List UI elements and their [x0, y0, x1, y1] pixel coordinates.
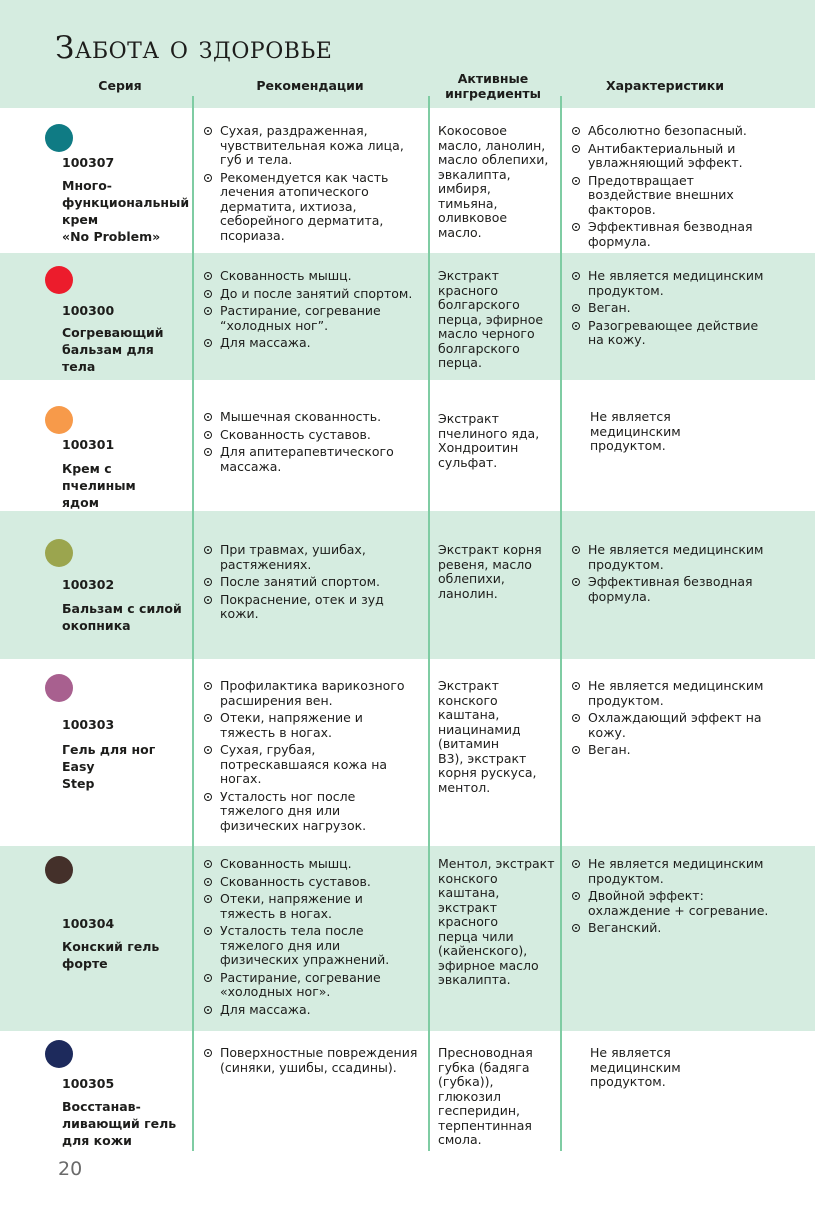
list-item [204, 711, 418, 740]
list-item-text: Поверхностные повреждения (синяки, ушибы, ссадины). [220, 1045, 418, 1075]
list-item-text: Антибактериальный и увлажняющий эффект. [588, 140, 743, 170]
bullet-icon [572, 860, 580, 868]
column-divider [192, 96, 194, 1151]
bullet-icon [204, 272, 212, 280]
bullet-icon [204, 682, 212, 690]
product-color-dot [45, 124, 73, 152]
list-item-text: Скованность мышц. [220, 268, 352, 283]
bullet-icon [204, 307, 212, 315]
bullet-icon [572, 272, 580, 280]
list-item [572, 743, 772, 758]
product-color-dot [45, 1040, 73, 1068]
list-item-text: Рекомендуется как часть лечения атопического дерматита, ихтиоза, себорейного дерматита, псориаза. [220, 169, 389, 243]
product-color-dot [45, 266, 73, 294]
list-item [204, 924, 418, 968]
list-item-text: Эффективная безводная формула. [588, 219, 753, 249]
product-name: Много- функциональный крем «No Problem» [62, 178, 190, 244]
list-item-text: Для массажа. [220, 1001, 311, 1017]
recommendations-list [204, 410, 418, 477]
bullet-icon [204, 1006, 212, 1014]
list-item-text: Веган. [588, 300, 631, 315]
product-code: 100300 [62, 303, 115, 318]
bullet-icon [204, 974, 212, 982]
column-header-series: Серия [98, 78, 142, 93]
list-item [572, 269, 772, 298]
list-item-text: Растирание, согревание «холодных ног». [220, 969, 381, 999]
list-item [204, 1003, 418, 1018]
list-item-text: Скованность суставов. [220, 873, 371, 889]
bullet-icon [204, 448, 212, 456]
bullet-icon [204, 431, 212, 439]
list-item [572, 124, 772, 139]
bullet-icon [204, 339, 212, 347]
recommendations-list [204, 1046, 418, 1078]
list-item [572, 921, 772, 936]
product-code: 100304 [62, 916, 115, 931]
bullet-icon [204, 290, 212, 298]
recommendations-list [204, 124, 418, 246]
list-item [204, 304, 418, 333]
list-item [572, 711, 772, 740]
list-item [204, 790, 418, 834]
list-item [204, 892, 418, 921]
ingredients-text: Ментол, экстракт конского каштана, экстракт красного перца чили (кайенского), эфирное масло эвкалипта. [438, 856, 555, 987]
bullet-icon [572, 223, 580, 231]
bullet-icon [204, 127, 212, 135]
list-item [204, 410, 418, 425]
list-item [572, 142, 772, 171]
characteristics-list [572, 679, 772, 761]
list-item [572, 301, 772, 316]
list-item-text: Скованность мышц. [220, 856, 352, 871]
list-item [204, 593, 418, 622]
list-item-text: Скованность суставов. [220, 426, 371, 442]
characteristics-list [572, 124, 772, 252]
list-item [204, 543, 418, 572]
bullet-icon [572, 892, 580, 900]
list-item [204, 428, 418, 443]
list-item [204, 124, 418, 168]
recommendations-list [204, 679, 418, 836]
list-item-text: До и после занятий спортом. [220, 285, 413, 301]
column-header-ingredients: Активные ингредиенты [445, 71, 541, 101]
list-item-text: Не является медицинским продуктом. [588, 856, 764, 886]
list-item [204, 269, 418, 284]
list-item-text: Двойной эффект: охлаждение + согревание. [588, 888, 769, 918]
list-item-text: Усталость тела после тяжелого дня или физических упражнений. [220, 923, 390, 967]
list-item-text: Сухая, раздраженная, чувствительная кожа лица, губ и тела. [220, 123, 404, 167]
product-code: 100307 [62, 155, 115, 170]
list-item [572, 319, 772, 348]
product-code: 100303 [62, 717, 115, 732]
ingredients-text: Экстракт красного болгарского перца, эфирное масло черного болгарского перца. [438, 268, 544, 370]
product-color-dot [45, 406, 73, 434]
bullet-icon [204, 413, 212, 421]
product-name: Конский гель форте [62, 939, 160, 971]
list-item [204, 679, 418, 708]
bullet-icon [204, 1049, 212, 1057]
list-item-text: Мышечная скованность. [220, 409, 382, 424]
product-code: 100305 [62, 1076, 115, 1091]
list-item-text: Предотвращает воздействие внешних факторов. [588, 172, 734, 217]
list-item-text: Для апитерапевтического массажа. [220, 444, 394, 474]
page-title: Забота о здоровье [55, 30, 333, 66]
bullet-icon [204, 793, 212, 801]
list-item [204, 287, 418, 302]
bullet-icon [204, 546, 212, 554]
product-code: 100302 [62, 577, 115, 592]
bullet-icon [572, 177, 580, 185]
product-name: Бальзам с силой окопника [62, 601, 182, 633]
list-item-text: Разогревающее действие на кожу. [588, 317, 759, 347]
column-divider [428, 96, 430, 1151]
list-item-text: Не является медицинским продуктом. [588, 268, 764, 298]
characteristics-list [572, 857, 772, 939]
bullet-icon [204, 596, 212, 604]
list-item-text: Не является медицинским продуктом. [588, 678, 764, 708]
list-item-text: Для массажа. [220, 335, 311, 350]
list-item-text: Веган. [588, 742, 631, 757]
bullet-icon [572, 924, 580, 932]
product-name: Согревающий бальзам для тела [62, 325, 164, 374]
list-item [572, 857, 772, 886]
list-item-text: Покраснение, отек и зуд кожи. [220, 591, 384, 621]
characteristics-text: Не является медицинским продуктом. [590, 409, 681, 453]
bullet-icon [572, 546, 580, 554]
list-item [204, 575, 418, 590]
list-item-text: Усталость ног после тяжелого дня или физических нагрузок. [220, 788, 367, 833]
bullet-icon [572, 578, 580, 586]
list-item-text: Не является медицинским продуктом. [588, 542, 764, 572]
list-item [204, 336, 418, 351]
recommendations-list [204, 543, 418, 625]
bullet-icon [204, 860, 212, 868]
list-item [572, 174, 772, 218]
list-item-text: После занятий спортом. [220, 574, 381, 589]
list-item [204, 971, 418, 1000]
list-item-text: Растирание, согревание “холодных ног”. [220, 303, 381, 333]
list-item-text: Абсолютно безопасный. [588, 123, 747, 138]
characteristics-list [572, 269, 772, 351]
product-color-dot [45, 539, 73, 567]
list-item [572, 679, 772, 708]
column-header-characteristics: Характеристики [605, 78, 725, 93]
bullet-icon [572, 145, 580, 153]
product-color-dot [45, 856, 73, 884]
bullet-icon [572, 322, 580, 330]
bullet-icon [204, 927, 212, 935]
recommendations-list [204, 857, 418, 1020]
bullet-icon [204, 878, 212, 886]
column-divider [560, 96, 562, 1151]
list-item-text: Отеки, напряжение и тяжесть в ногах. [220, 891, 363, 921]
list-item [204, 743, 418, 787]
list-item [572, 543, 772, 572]
bullet-icon [204, 578, 212, 586]
list-item [204, 857, 418, 872]
list-item [572, 889, 772, 918]
list-item [204, 171, 418, 244]
characteristics-list [572, 543, 772, 607]
characteristics-text: Не является медицинским продуктом. [590, 1045, 681, 1089]
bullet-icon [572, 746, 580, 754]
column-header-recommendations: Рекомендации [256, 78, 364, 93]
recommendations-list [204, 269, 418, 354]
ingredients-text: Экстракт корня ревеня, масло облепихи, ланолин. [438, 542, 542, 601]
product-name: Гель для ног Easy Step [62, 742, 156, 791]
list-item [572, 575, 772, 604]
bullet-icon [204, 714, 212, 722]
list-item-text: Отеки, напряжение и тяжесть в ногах. [220, 710, 363, 740]
ingredients-text: Пресноводная губка (бадяга (губка)), глюкозил гесперидин, терпентинная смола. [438, 1045, 533, 1147]
bullet-icon [572, 304, 580, 312]
list-item-text: Эффективная безводная формула. [588, 574, 753, 604]
product-name: Крем с пчелиным ядом [62, 461, 136, 510]
bullet-icon [572, 127, 580, 135]
bullet-icon [204, 746, 212, 754]
product-color-dot [45, 674, 73, 702]
bullet-icon [204, 174, 212, 182]
bullet-icon [204, 895, 212, 903]
ingredients-text: Экстракт конского каштана, ниацинамид (витамин В3), экстракт корня рускуса, ментол. [438, 678, 537, 795]
page-number: 20 [58, 1158, 83, 1180]
list-item-text: Сухая, грубая, потрескавшаяся кожа на ногах. [220, 742, 388, 786]
ingredients-text: Экстракт пчелиного яда, Хондроитин сульфат. [438, 411, 540, 470]
product-code: 100301 [62, 437, 115, 452]
list-item-text: Охлаждающий эффект на кожу. [588, 710, 762, 740]
list-item-text: Веганский. [588, 920, 662, 935]
product-name: Восстанав- ливающий гель для кожи [62, 1099, 177, 1148]
list-item [572, 220, 772, 249]
list-item-text: При травмах, ушибах, растяжениях. [220, 542, 366, 572]
bullet-icon [572, 714, 580, 722]
list-item [204, 875, 418, 890]
list-item [204, 1046, 418, 1075]
bullet-icon [572, 682, 580, 690]
list-item-text: Профилактика варикозного расширения вен. [220, 678, 405, 708]
ingredients-text: Кокосовое масло, ланолин, масло облепихи, эвкалипта, имбиря, тимьяна, оливковое масло. [438, 123, 549, 240]
list-item [204, 445, 418, 474]
